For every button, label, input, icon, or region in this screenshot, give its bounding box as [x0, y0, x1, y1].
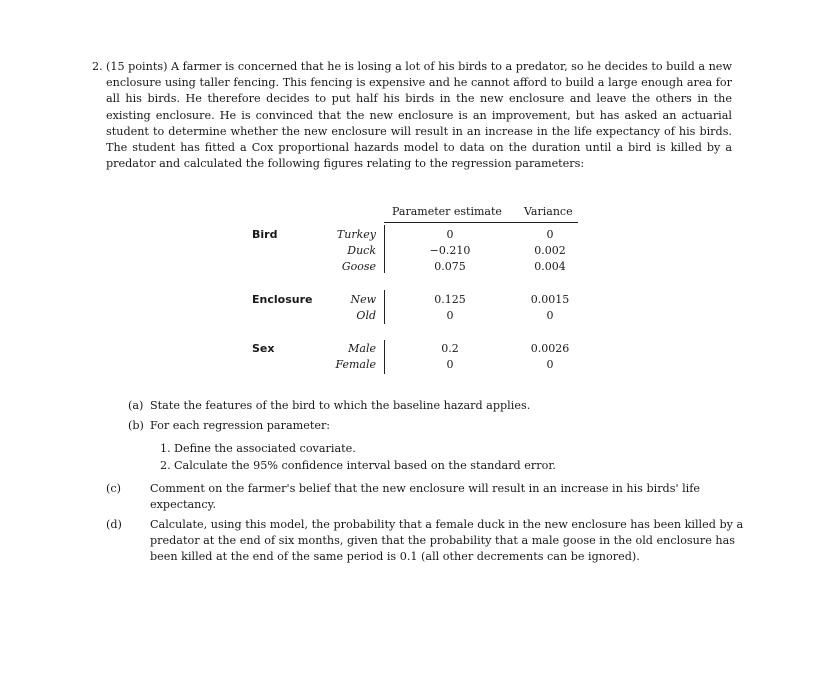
- group-label-enclosure: Enclosure: [252, 293, 313, 306]
- estimate-duck: −0.210: [429, 244, 471, 257]
- group-label-sex: Sex: [252, 342, 275, 355]
- part-b-2-label: 2.: [160, 459, 171, 472]
- level-male: Male: [348, 342, 376, 355]
- estimate-goose: 0.075: [434, 260, 466, 273]
- part-c: [106, 481, 754, 513]
- estimate-turkey: 0: [446, 228, 454, 241]
- group-divider-sex: [384, 340, 385, 374]
- part-b-1: [160, 441, 720, 457]
- part-a: [128, 398, 732, 414]
- estimate-new: 0.125: [434, 293, 466, 306]
- part-d-label: (d): [106, 518, 122, 531]
- variance-male: 0.0026: [530, 342, 570, 355]
- variance-turkey: 0: [546, 228, 554, 241]
- level-goose: Goose: [341, 260, 376, 273]
- question-intro-text: (15 points) A farmer is concerned that he is losing a lot of his birds to a predator, so he decides to build a new enclosure using taller fencing. This fencing is expensive and he cannot afford to build a large enough area for all his birds. He therefore decides to put half his birds in the new enclosure and leave the others in the existing enclosure. He is convinced that the new enclosure is an improvement, but has asked an actuarial student to determine whether the new enclosure will result in an increase in the life expectancy of his birds. The student has fitted a Cox proportional hazards model to data on the duration until a bird is killed by a predator and calculated the following figures relating to the regression parameters:: [106, 60, 732, 171]
- part-a-text: State the features of the bird to which the baseline hazard applies.: [150, 399, 531, 412]
- part-d: [106, 517, 754, 566]
- estimate-old: 0: [446, 309, 454, 322]
- variance-goose: 0.004: [534, 260, 566, 273]
- part-b-2-text: Calculate the 95% confidence interval based on the standard error.: [174, 459, 556, 472]
- group-label-bird: Bird: [252, 228, 278, 241]
- variance-duck: 0.002: [534, 244, 566, 257]
- level-old: Old: [356, 309, 376, 322]
- part-b-1-label: 1.: [160, 442, 171, 455]
- part-b-label: (b): [128, 419, 144, 432]
- variance-new: 0.0015: [530, 293, 570, 306]
- level-duck: Duck: [347, 244, 376, 257]
- header-rule: [384, 222, 578, 223]
- question-number: 2.: [92, 60, 103, 73]
- part-d-text: Calculate, using this model, the probability that a female duck in the new enclosure has been killed by a predator at the end of six months, given that the probability that a male goose in the old enclosure has been killed at the end of the same period is 0.1 (all other decrements can be ignored).: [150, 518, 744, 564]
- variance-old: 0: [546, 309, 554, 322]
- group-divider-bird: [384, 225, 385, 273]
- part-b-2: [160, 458, 720, 474]
- part-b-1-text: Define the associated covariate.: [174, 442, 356, 455]
- level-new: New: [350, 293, 376, 306]
- header-variance: Variance: [524, 205, 573, 218]
- part-c-label: (c): [106, 482, 121, 495]
- part-b-text: For each regression parameter:: [150, 419, 331, 432]
- part-b: [128, 418, 732, 434]
- group-divider-enclosure: [384, 290, 385, 324]
- level-female: Female: [335, 358, 376, 371]
- part-c-text: Comment on the farmer's belief that the new enclosure will result in an increase in his birds' life expectancy.: [150, 482, 701, 512]
- variance-female: 0: [546, 358, 554, 371]
- header-parameter-estimate: Parameter estimate: [392, 205, 502, 218]
- level-turkey: Turkey: [336, 228, 376, 241]
- estimate-female: 0: [446, 358, 454, 371]
- part-a-label: (a): [128, 399, 144, 412]
- estimate-male: 0.2: [441, 342, 459, 355]
